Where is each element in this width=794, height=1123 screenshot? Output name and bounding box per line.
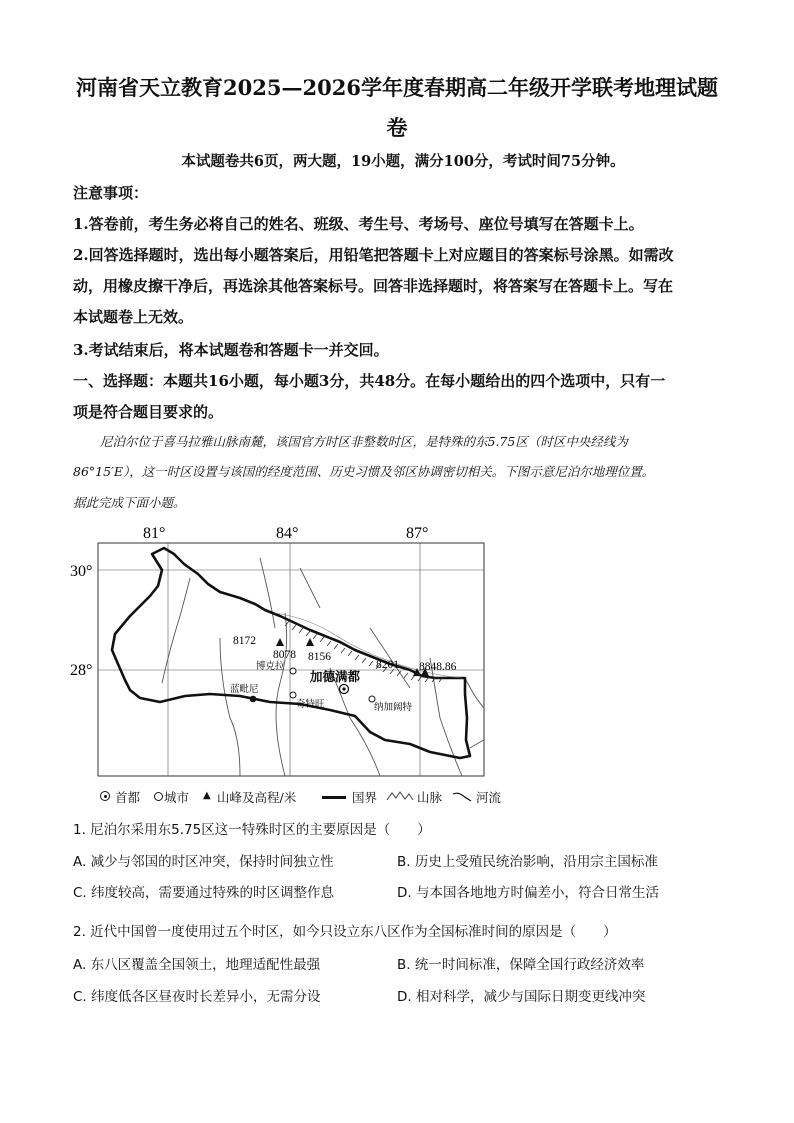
capital-legend-icon [100, 791, 110, 801]
question-2-stem: 2. 近代中国曾一度使用过五个时区，如今只设立东八区作为全国标准时间的原因是（ ） [73, 924, 617, 940]
peak-label-8172: 8172 [233, 635, 256, 647]
peak-label-8201: 8201 [376, 659, 399, 671]
border-legend-icon [322, 796, 346, 799]
notes-item-2-line1: 2.回答选择题时，选出每小题答案后，用铅笔把答题卡上对应题目的答案标号涂黑。如需改 [73, 246, 674, 264]
lon-label-87: 87° [406, 525, 429, 542]
question-2-option-c: C. 纬度低各区昼夜时长差异小，无需分设 [73, 989, 321, 1005]
exam-subtitle: 本试题卷共6页，两大题，19小题，满分100分，考试时间75分钟。 [181, 153, 625, 170]
city-label-pokhara: 博克拉 [256, 661, 285, 672]
capital-label-kathmandu: 加德满都 [310, 669, 361, 684]
question-1-option-a: A. 减少与邻国的时区冲突，保持时间独立性 [73, 854, 334, 870]
question-2-option-b: B. 统一时间标准，保障全国行政经济效率 [397, 957, 645, 973]
peak-label-8848: 8848.86 [419, 661, 457, 673]
exam-title-line1: 河南省天立教育2025—2026学年度春期高二年级开学联考地理试题 [76, 75, 718, 100]
legend-border: 国界 [352, 790, 378, 805]
question-1-stem: 1. 尼泊尔采用东5.75区这一特殊时区的主要原因是（ ） [73, 822, 431, 838]
city-label-lumbini: 蓝毗尼 [230, 684, 259, 695]
section1-heading-line1: 一、选择题：本题共16小题，每小题3分，共48分。在每小题给出的四个选项中，只有一 [73, 372, 666, 390]
city-pokhara-icon [290, 668, 296, 674]
peak-legend-icon: ▲ [203, 790, 211, 801]
peak-label-8156: 8156 [308, 651, 331, 663]
peak-8172-icon [276, 638, 284, 646]
lat-label-30: 30° [70, 563, 93, 580]
lat-label-28: 28° [70, 662, 93, 679]
notes-heading: 注意事项： [73, 184, 149, 202]
question-1-option-b: B. 历史上受殖民统治影响，沿用宗主国标准 [397, 854, 658, 870]
city-chitwan-icon [290, 692, 296, 698]
question-1-option-d: D. 与本国各地地方时偏差小，符合日常生活 [397, 885, 659, 901]
notes-item-3: 3.考试结束后，将本试题卷和答题卡一并交回。 [73, 341, 389, 359]
passage-line3: 据此完成下面小题。 [73, 495, 186, 510]
river-legend-icon [452, 790, 472, 802]
legend-city: 城市 [164, 790, 190, 805]
passage-line1: 尼泊尔位于喜马拉雅山脉南麓，该国官方时区非整数时区，是特殊的东5.75区（时区中央经线为 [100, 434, 628, 449]
notes-item-2-line3: 本试题卷上无效。 [73, 308, 194, 326]
notes-item-1: 1.答卷前，考生务必将自己的姓名、班级、考生号、考场号、座位号填写在答题卡上。 [73, 215, 644, 233]
exam-title-line2: 卷 [386, 115, 408, 140]
passage-line2: 86°15′E），这一时区设置与该国的经度范围、历史习惯及邻区协调密切相关。下图示意尼泊尔地理位置。 [73, 464, 655, 479]
nepal-location-map [70, 518, 490, 808]
question-2-option-d: D. 相对科学，减少与国际日期变更线冲突 [397, 989, 646, 1005]
question-1-option-c: C. 纬度较高，需要通过特殊的时区调整作息 [73, 885, 335, 901]
lon-label-84: 84° [276, 525, 299, 542]
map-legend [100, 788, 500, 808]
city-lumbini-icon [250, 696, 257, 703]
mountain-legend-icon [386, 790, 414, 802]
peak-8156-icon [306, 638, 314, 646]
section1-heading-line2: 项是符合题目要求的。 [73, 403, 224, 421]
question-2-option-a: A. 东八区覆盖全国领土，地理适配性最强 [73, 957, 321, 973]
legend-peak: 山峰及高程/米 [217, 790, 297, 805]
legend-river: 河流 [476, 790, 502, 805]
notes-item-2-line2: 动，用橡皮擦干净后，再选涂其他答案标号。回答非选择题时，将答案写在答题卡上。写在 [73, 277, 674, 295]
legend-capital: 首都 [115, 790, 141, 805]
city-legend-icon [154, 792, 163, 801]
legend-mountain: 山脉 [417, 790, 443, 805]
lon-label-81: 81° [143, 525, 166, 542]
city-label-chitwan: 奇特旺 [296, 699, 325, 710]
city-label-nagarkot: 纳加阔特 [374, 702, 413, 713]
peak-label-8078: 8078 [273, 649, 296, 661]
